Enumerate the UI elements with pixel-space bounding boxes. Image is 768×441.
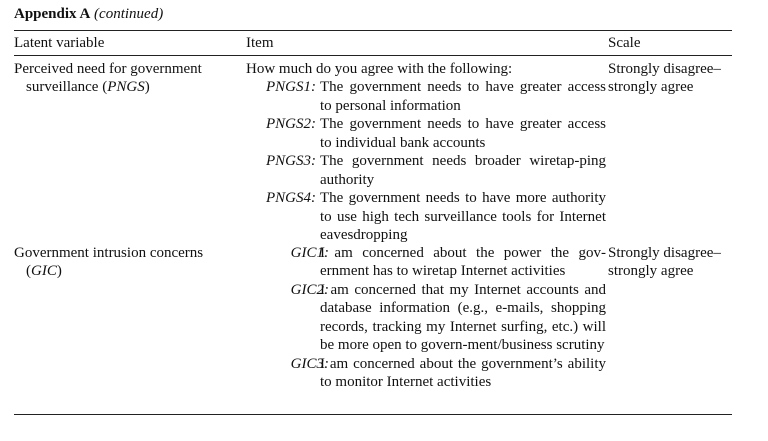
variable-gic: Government intrusion concerns (GIC) <box>14 244 204 279</box>
item-gic3 <box>246 355 606 392</box>
variable-pngs: Perceived need for government surveillance (PNGS) <box>14 60 202 95</box>
item-text: I am concerned about the government’s ability to monitor Internet activities <box>320 355 606 390</box>
item-gic1 <box>246 244 606 281</box>
item-text: The government needs broader wiretap-ping authority <box>320 153 606 188</box>
item-pngs3 <box>246 152 606 189</box>
header-item: Item <box>246 34 274 51</box>
item-code: PNGS3: <box>266 153 316 169</box>
appendix-continued: (continued) <box>94 6 164 22</box>
item-text: The government needs to have greater access to individual bank accounts <box>320 116 606 151</box>
item-code: PNGS1: <box>266 79 316 95</box>
item-pngs2 <box>246 115 606 152</box>
item-code: GIC2: <box>290 281 329 298</box>
abbr-pngs: PNGS <box>107 79 145 95</box>
header-latent-variable: Latent variable <box>14 34 105 51</box>
item-text: The government needs to have more authority to use high tech surveillance tools for Internet eavesdropping <box>320 190 606 243</box>
item-code: PNGS2: <box>266 116 316 132</box>
table-header <box>14 31 732 55</box>
abbr-gic: GIC <box>31 263 57 279</box>
item-text: The government needs to have greater access to personal information <box>320 79 606 114</box>
item-gic2 <box>246 281 606 355</box>
item-code: GIC1: <box>290 244 329 261</box>
appendix-table-page <box>14 5 732 415</box>
bottom-rule <box>14 414 732 415</box>
item-code: PNGS4: <box>266 190 316 206</box>
scale-pngs: Strongly disagree–strongly agree <box>608 60 721 95</box>
table-row-pngs <box>14 60 732 244</box>
header-scale: Scale <box>608 34 641 51</box>
appendix-title: Appendix A <box>14 6 91 22</box>
table-row-gic <box>14 244 732 410</box>
item-pngs4 <box>246 189 606 245</box>
items-pngs <box>246 60 606 245</box>
item-pngs1 <box>246 78 606 115</box>
item-text: I am concerned about the power the gov-ernment has to wiretap Internet activities <box>320 244 606 279</box>
item-code: GIC3: <box>290 355 329 372</box>
item-intro: How much do you agree with the following: <box>246 60 513 77</box>
items-gic <box>246 244 606 392</box>
scale-gic: Strongly disagree–strongly agree <box>608 244 721 279</box>
appendix-heading <box>14 5 732 24</box>
item-text: I am concerned that my Internet accounts and database information (e.g., e-mails, shopping records, tracking my Internet surfing, etc.) will be more open to govern-ment/business scrutiny <box>320 281 606 353</box>
header-rule <box>14 55 732 56</box>
